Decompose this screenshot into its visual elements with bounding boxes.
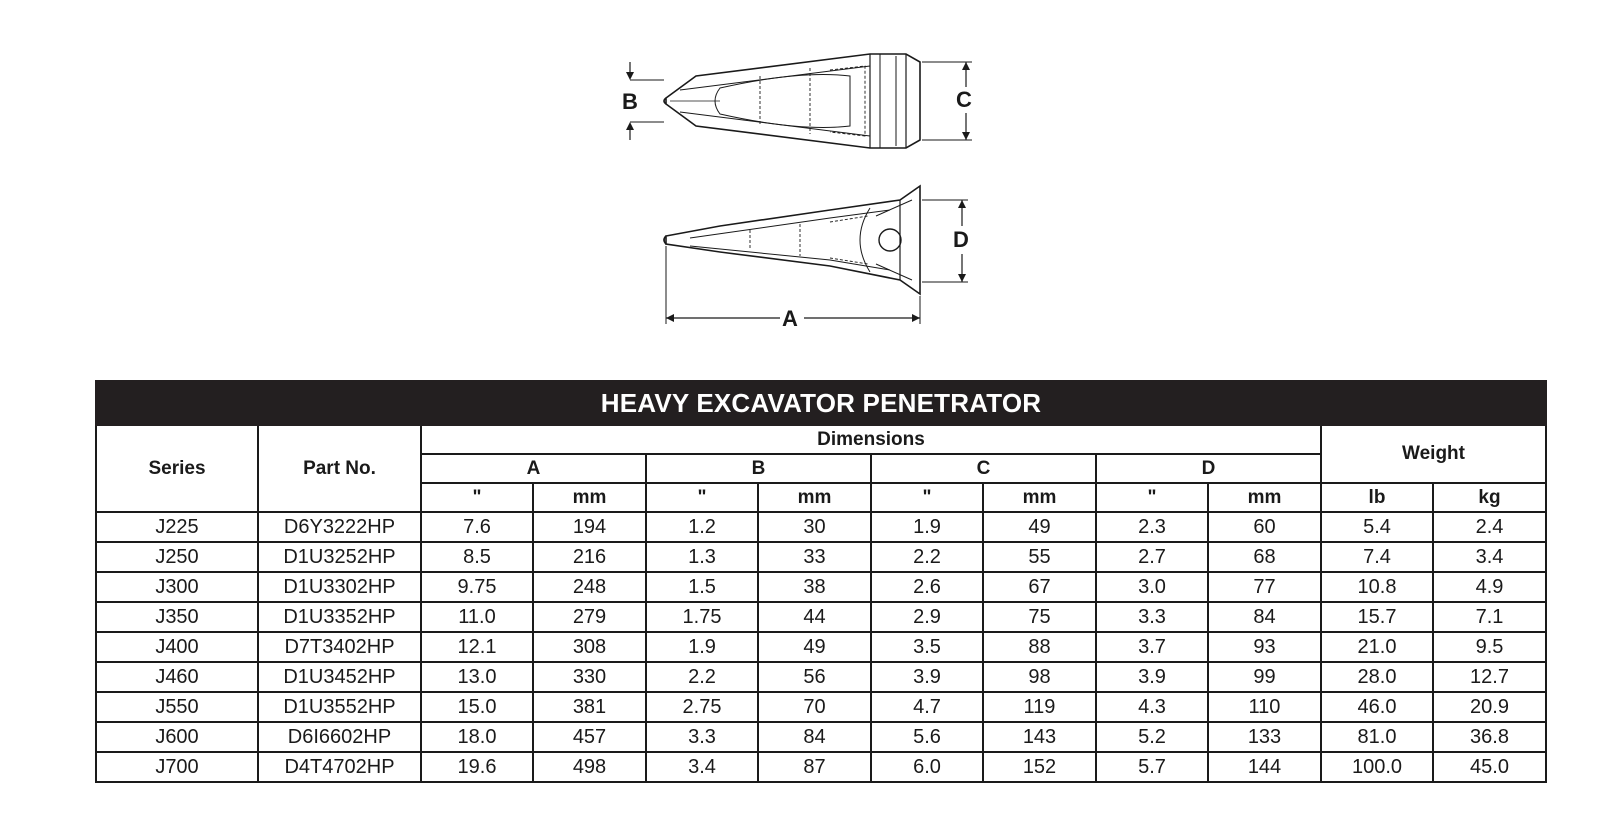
header-unit: " [1096, 483, 1208, 512]
tooth-drawing [600, 40, 1000, 340]
value-cell: 4.7 [871, 692, 983, 722]
table-row [96, 602, 1546, 632]
value-cell: 3.9 [871, 662, 983, 692]
value-cell: 308 [533, 632, 646, 662]
tooth-top-view [626, 54, 978, 148]
value-cell: 99 [1208, 662, 1321, 692]
part-number-cell: D1U3302HP [258, 572, 421, 602]
part-number-cell: D1U3452HP [258, 662, 421, 692]
header-unit: mm [533, 483, 646, 512]
value-cell: 2.6 [871, 572, 983, 602]
table-row [96, 632, 1546, 662]
header-unit: " [421, 483, 533, 512]
value-cell: 457 [533, 722, 646, 752]
value-cell: 11.0 [421, 602, 533, 632]
value-cell: 2.3 [1096, 512, 1208, 542]
header-dimension-d: D [1096, 454, 1321, 483]
value-cell: 2.75 [646, 692, 758, 722]
value-cell: 12.1 [421, 632, 533, 662]
value-cell: 381 [533, 692, 646, 722]
value-cell: 330 [533, 662, 646, 692]
header-unit: mm [1208, 483, 1321, 512]
series-cell: J225 [96, 512, 258, 542]
part-number-cell: D4T4702HP [258, 752, 421, 782]
table-row [96, 662, 1546, 692]
table-row [96, 722, 1546, 752]
header-dimension-a: A [421, 454, 646, 483]
header-unit: lb [1321, 483, 1433, 512]
value-cell: 9.75 [421, 572, 533, 602]
tooth-diagram-svg [600, 40, 1000, 340]
header-dimension-b: B [646, 454, 871, 483]
value-cell: 12.7 [1433, 662, 1546, 692]
value-cell: 68 [1208, 542, 1321, 572]
value-cell: 60 [1208, 512, 1321, 542]
part-number-cell: D1U3252HP [258, 542, 421, 572]
value-cell: 55 [983, 542, 1096, 572]
value-cell: 30 [758, 512, 871, 542]
header-unit: " [646, 483, 758, 512]
value-cell: 2.7 [1096, 542, 1208, 572]
value-cell: 143 [983, 722, 1096, 752]
value-cell: 1.3 [646, 542, 758, 572]
header-part-no: Part No. [258, 425, 421, 512]
value-cell: 46.0 [1321, 692, 1433, 722]
series-cell: J460 [96, 662, 258, 692]
dim-label-a: A [782, 306, 798, 331]
value-cell: 5.6 [871, 722, 983, 752]
series-cell: J700 [96, 752, 258, 782]
value-cell: 87 [758, 752, 871, 782]
value-cell: 45.0 [1433, 752, 1546, 782]
value-cell: 5.2 [1096, 722, 1208, 752]
value-cell: 8.5 [421, 542, 533, 572]
series-cell: J250 [96, 542, 258, 572]
value-cell: 15.0 [421, 692, 533, 722]
value-cell: 33 [758, 542, 871, 572]
value-cell: 2.4 [1433, 512, 1546, 542]
series-cell: J400 [96, 632, 258, 662]
value-cell: 3.3 [1096, 602, 1208, 632]
value-cell: 194 [533, 512, 646, 542]
value-cell: 3.9 [1096, 662, 1208, 692]
value-cell: 10.8 [1321, 572, 1433, 602]
table-row [96, 572, 1546, 602]
header-weight: Weight [1321, 425, 1546, 483]
value-cell: 5.4 [1321, 512, 1433, 542]
value-cell: 4.9 [1433, 572, 1546, 602]
value-cell: 1.9 [871, 512, 983, 542]
value-cell: 3.0 [1096, 572, 1208, 602]
value-cell: 2.2 [871, 542, 983, 572]
value-cell: 3.7 [1096, 632, 1208, 662]
value-cell: 70 [758, 692, 871, 722]
value-cell: 93 [1208, 632, 1321, 662]
table-title: HEAVY EXCAVATOR PENETRATOR [96, 381, 1546, 425]
part-number-cell: D1U3552HP [258, 692, 421, 722]
value-cell: 5.7 [1096, 752, 1208, 782]
value-cell: 119 [983, 692, 1096, 722]
value-cell: 18.0 [421, 722, 533, 752]
value-cell: 3.4 [1433, 542, 1546, 572]
value-cell: 21.0 [1321, 632, 1433, 662]
value-cell: 44 [758, 602, 871, 632]
value-cell: 88 [983, 632, 1096, 662]
value-cell: 1.9 [646, 632, 758, 662]
value-cell: 67 [983, 572, 1096, 602]
value-cell: 2.9 [871, 602, 983, 632]
value-cell: 56 [758, 662, 871, 692]
part-number-cell: D6I6602HP [258, 722, 421, 752]
value-cell: 248 [533, 572, 646, 602]
value-cell: 498 [533, 752, 646, 782]
value-cell: 279 [533, 602, 646, 632]
value-cell: 49 [758, 632, 871, 662]
value-cell: 77 [1208, 572, 1321, 602]
header-unit: " [871, 483, 983, 512]
value-cell: 98 [983, 662, 1096, 692]
value-cell: 2.2 [646, 662, 758, 692]
value-cell: 3.3 [646, 722, 758, 752]
value-cell: 133 [1208, 722, 1321, 752]
value-cell: 152 [983, 752, 1096, 782]
table-row [96, 692, 1546, 722]
header-unit: kg [1433, 483, 1546, 512]
part-number-cell: D1U3352HP [258, 602, 421, 632]
value-cell: 38 [758, 572, 871, 602]
value-cell: 6.0 [871, 752, 983, 782]
header-unit: mm [758, 483, 871, 512]
value-cell: 36.8 [1433, 722, 1546, 752]
value-cell: 84 [758, 722, 871, 752]
value-cell: 4.3 [1096, 692, 1208, 722]
dim-label-d: D [953, 227, 969, 252]
value-cell: 49 [983, 512, 1096, 542]
dim-label-b: B [622, 89, 638, 114]
series-cell: J350 [96, 602, 258, 632]
value-cell: 216 [533, 542, 646, 572]
value-cell: 7.6 [421, 512, 533, 542]
value-cell: 1.75 [646, 602, 758, 632]
header-dimensions: Dimensions [421, 425, 1321, 454]
value-cell: 84 [1208, 602, 1321, 632]
value-cell: 28.0 [1321, 662, 1433, 692]
value-cell: 1.2 [646, 512, 758, 542]
table-row [96, 542, 1546, 572]
dim-label-c: C [956, 87, 972, 112]
series-cell: J300 [96, 572, 258, 602]
penetrator-spec-table [95, 380, 1547, 783]
value-cell: 19.6 [421, 752, 533, 782]
value-cell: 3.5 [871, 632, 983, 662]
table-row [96, 752, 1546, 782]
part-number-cell: D7T3402HP [258, 632, 421, 662]
value-cell: 3.4 [646, 752, 758, 782]
value-cell: 110 [1208, 692, 1321, 722]
value-cell: 100.0 [1321, 752, 1433, 782]
value-cell: 20.9 [1433, 692, 1546, 722]
value-cell: 81.0 [1321, 722, 1433, 752]
value-cell: 9.5 [1433, 632, 1546, 662]
value-cell: 7.1 [1433, 602, 1546, 632]
value-cell: 144 [1208, 752, 1321, 782]
part-number-cell: D6Y3222HP [258, 512, 421, 542]
header-series: Series [96, 425, 258, 512]
series-cell: J600 [96, 722, 258, 752]
header-unit: mm [983, 483, 1096, 512]
value-cell: 13.0 [421, 662, 533, 692]
header-dimension-c: C [871, 454, 1096, 483]
value-cell: 7.4 [1321, 542, 1433, 572]
value-cell: 75 [983, 602, 1096, 632]
table-row [96, 512, 1546, 542]
series-cell: J550 [96, 692, 258, 722]
value-cell: 15.7 [1321, 602, 1433, 632]
value-cell: 1.5 [646, 572, 758, 602]
tooth-side-view [664, 186, 974, 324]
